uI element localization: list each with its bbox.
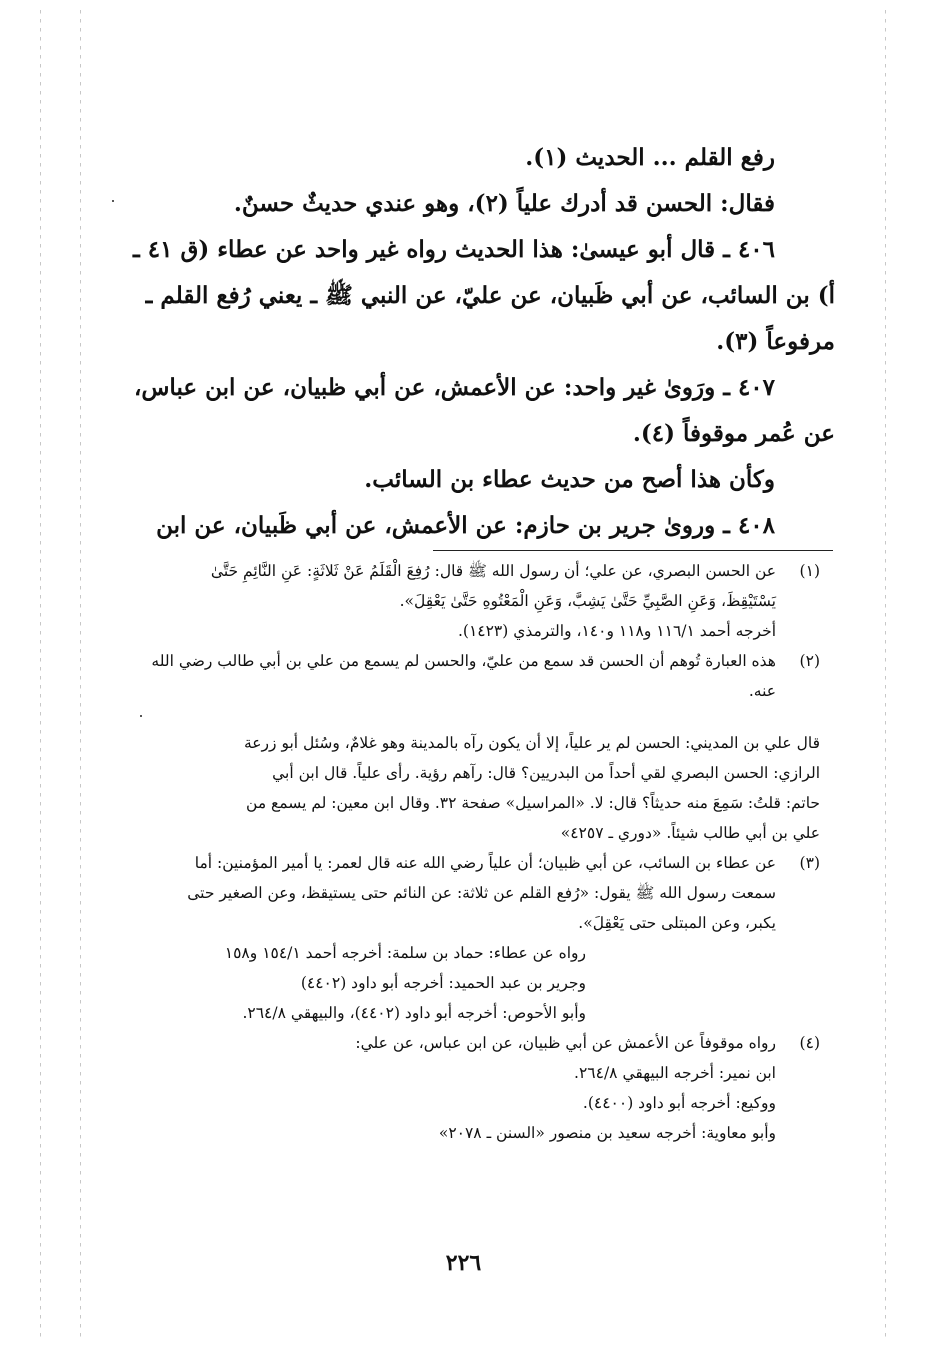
- footnote-line: الرازي: الحسن البصري لقي أحداً من البدريين؟ قال: رآهم رؤية. رأى علياً. قال ابن أبي: [272, 764, 820, 782]
- main-line: رفع القلم ... الحديث (١).: [525, 144, 775, 171]
- main-line: وكأن هذا أصح من حديث عطاء بن السائب.: [364, 466, 775, 493]
- main-line: ٤٠٦ ـ قال أبو عيسىٰ: هذا الحديث رواه غير واحد عن عطاء (ق ٤١ ـ: [133, 236, 775, 263]
- footnote-separator: [433, 550, 833, 551]
- scan-guide-line: [80, 10, 81, 1340]
- paragraph-gap: [100, 706, 820, 728]
- main-line: فقال: الحسن قد أدرك علياً (٢)، وهو عندي حديثٌ حسنٌ.: [233, 190, 775, 217]
- footnote-line: عن الحسن البصري، عن علي؛ أن رسول الله ﷺ قال: رُفِعَ الْقَلَمُ عَنْ ثَلاثَةٍ: عَنِ النَّائِمِ حَتَّىٰ: [210, 562, 776, 580]
- scan-guide-line: [885, 10, 886, 1340]
- footnote-line: عن عطاء بن السائب، عن أبي ظبيان؛ أن علياً رضي الله عنه قال لعمر: يا أمير المؤمنين: أما: [194, 854, 776, 872]
- footnote-2-paragraph: [100, 728, 820, 848]
- footnote-line: أخرجه أحمد ١١٦/١ و١١٨ و١٤٠، والترمذي (١٤٢٣).: [457, 622, 776, 640]
- footnote-line: يكبر، وعن المبتلى حتى يَعْقِلَ».: [578, 914, 776, 932]
- main-text: [100, 135, 835, 549]
- footnote-number: (٢): [799, 652, 820, 670]
- footnote-source: ابن نمير: أخرجه البيهقي ٢٦٤/٨.: [574, 1064, 776, 1082]
- main-line: ٤٠٨ ـ وروىٰ جرير بن حازم: عن الأعمش، عن أبي ظَبيان، عن ابن: [156, 512, 775, 539]
- footnote-source: وأبو الأحوص: أخرجه أبو داود (٤٤٠٢)، والبيهقي ٢٦٤/٨.: [242, 1004, 586, 1022]
- footnote-1: [100, 556, 820, 646]
- main-line: أ) بن السائب، عن أبي ظَبيان، عن عليّ، عن النبي ﷺ ـ يعني رُفع القلم ـ: [145, 282, 835, 309]
- main-line: عن عُمر موقوفاً (٤).: [632, 420, 835, 447]
- footnote-number: (٣): [799, 854, 820, 872]
- main-line: مرفوعاً (٣).: [716, 328, 835, 355]
- page-number: ٢٢٦: [445, 1250, 482, 1276]
- footnote-3: [100, 848, 820, 1028]
- footnote-line: يَسْتَيْقِظَ، وَعَنِ الصَّبِيِّ حَتَّىٰ يَشِبَّ، وَعَنِ الْمَعْتُوهِ حَتَّىٰ يَعْقِلَ».: [399, 592, 776, 610]
- footnote-4: [100, 1028, 820, 1148]
- footnote-number: (١): [799, 562, 820, 580]
- footnotes: [100, 556, 820, 1148]
- footnote-line: علي بن أبي طالب شيئاً. «دوري ـ ٤٢٥٧»: [560, 824, 820, 842]
- footnote-source: وجرير بن عبد الحميد: أخرجه أبو داود (٤٤٠٢): [300, 974, 586, 992]
- footnote-2: [100, 646, 820, 706]
- footnote-line: رواه موقوفاً عن الأعمش عن أبي ظبيان، عن ابن عباس، عن علي:: [355, 1034, 776, 1052]
- footnote-line: قال علي بن المديني: الحسن لم ير علياً، إلا أن يكون رآه بالمدينة وهو غلامٌ، وسُئل أبو زرعة: [243, 734, 820, 752]
- footnote-source: وأبو معاوية: أخرجه سعيد بن منصور «السنن ـ ٢٠٧٨»: [438, 1124, 776, 1142]
- footnote-source: رواه عن عطاء: حماد بن سلمة: أخرجه أحمد ١٥٤/١ و١٥٨: [224, 944, 586, 962]
- footnote-line: سمعت رسول الله ﷺ يقول: «رُفع القلم عن ثلاثة: عن النائم حتى يستيقظ، وعن الصغير حتى: [187, 884, 776, 902]
- footnote-number: (٤): [799, 1034, 820, 1052]
- main-line: ٤٠٧ ـ ورَوىٰ غير واحد: عن الأعمش، عن أبي ظبيان، عن ابن عباس،: [133, 374, 775, 401]
- footnote-line: حاتم: قلتُ: سَمِعَ منه حديثاً؟ قال: لا. «المراسيل» صفحة ٣٢. وقال ابن معين: لم يسمع من: [246, 794, 820, 812]
- footnote-source: ووكيع: أخرجه أبو داود (٤٤٠٠).: [582, 1094, 776, 1112]
- scan-guide-line: [40, 10, 41, 1340]
- footnote-line: هذه العبارة تُوهم أن الحسن قد سمع من عليّ، والحسن لم يسمع من علي بن أبي طالب رضي الله: [151, 652, 776, 670]
- footnote-line: عنه.: [748, 682, 776, 700]
